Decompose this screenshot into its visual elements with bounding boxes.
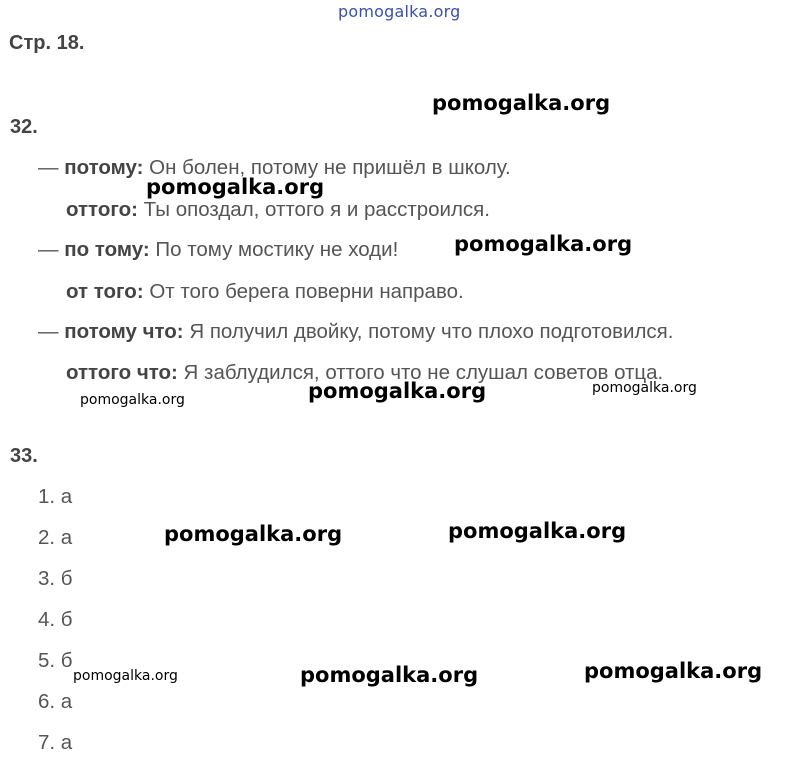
- watermark: pomogalka.org: [584, 659, 763, 683]
- entry-term: от того:: [66, 280, 144, 303]
- entry-ot-togo: [66, 280, 464, 304]
- watermark: pomogalka.org: [164, 522, 343, 546]
- answer-item: 7. а: [38, 731, 73, 754]
- watermark: pomogalka.org: [73, 668, 178, 684]
- entry-text: Ты опоздал, оттого я и расстроился.: [137, 198, 490, 221]
- answer-item: 3. б: [38, 567, 73, 590]
- entry-text: Я заблудился, оттого что не слушал советов отца.: [177, 361, 664, 384]
- top-watermark: pomogalka.org: [338, 2, 461, 21]
- answer-item: 2. а: [38, 526, 73, 549]
- watermark: pomogalka.org: [592, 380, 697, 396]
- page-label: Стр. 18.: [9, 32, 85, 54]
- watermark: pomogalka.org: [308, 379, 487, 403]
- watermark: pomogalka.org: [146, 175, 325, 199]
- exercise-32-number: 32.: [10, 116, 38, 138]
- entry-dash: —: [38, 238, 65, 261]
- entry-term: по тому:: [64, 238, 150, 261]
- entry-text: Я получил двойку, потому что плохо подготовился.: [183, 320, 674, 343]
- entry-text: Он болен, потому не пришёл в школу.: [143, 156, 511, 179]
- watermark: pomogalka.org: [454, 232, 633, 256]
- entry-ottogo: [66, 198, 490, 222]
- answer-item: 5. б: [38, 649, 73, 672]
- watermark: pomogalka.org: [80, 392, 185, 408]
- entry-potomu-chto: [38, 320, 673, 344]
- answer-item: 6. а: [38, 690, 73, 713]
- watermark: pomogalka.org: [432, 91, 611, 115]
- entry-text: По тому мостику не ходи!: [149, 238, 399, 261]
- entry-text: От того берега поверни направо.: [143, 280, 464, 303]
- exercise-33-number: 33.: [10, 445, 38, 467]
- entry-term: потому что:: [64, 320, 184, 343]
- entry-term: потому:: [64, 156, 144, 179]
- watermark: pomogalka.org: [300, 663, 479, 687]
- entry-dash: —: [38, 320, 65, 343]
- answer-item: 1. а: [38, 485, 73, 508]
- entry-term: оттого что:: [66, 361, 178, 384]
- answer-item: 4. б: [38, 608, 73, 631]
- entry-term: оттого:: [66, 198, 138, 221]
- entry-po-tomu: [38, 238, 398, 262]
- entry-dash: —: [38, 156, 65, 179]
- watermark: pomogalka.org: [448, 519, 627, 543]
